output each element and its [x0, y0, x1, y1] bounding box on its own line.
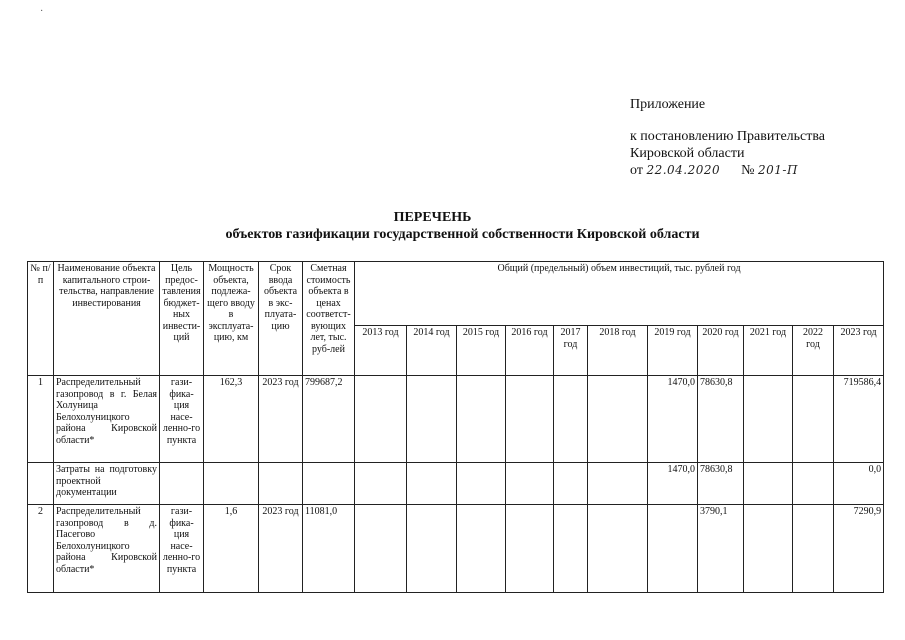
appendix-line-2: Кировской области: [630, 146, 745, 161]
year-cell: 2016 год: [506, 326, 554, 376]
table-row: [28, 505, 884, 593]
value-cell: [457, 463, 506, 505]
value-cell: [588, 463, 648, 505]
table-row: [28, 463, 884, 505]
value-cell: 1470,0: [648, 463, 698, 505]
value-cell: [407, 463, 457, 505]
value-cell: [744, 463, 793, 505]
year-cell: 2013 год: [355, 326, 407, 376]
document-subtitle: объектов газификации государственной собственности Кировской области: [225, 227, 700, 242]
value-cell: 78630,8: [698, 463, 744, 505]
value-cell: [793, 463, 834, 505]
appendix-line-1: к постановлению Правительства: [630, 129, 826, 144]
document-title: ПЕРЕЧЕНЬ: [393, 210, 472, 225]
year-cell: 2021 год: [744, 326, 793, 376]
row-cost: [303, 463, 355, 505]
row-purpose: гази-фика-ция насе-ленно-го пункта: [160, 505, 204, 593]
year-cell: 2020 год: [698, 326, 744, 376]
table-row: [28, 376, 884, 463]
year-cell: 2022 год: [793, 326, 834, 376]
value-cell: [588, 505, 648, 593]
value-cell: 78630,8: [698, 376, 744, 463]
appendix-title: Приложение: [630, 97, 706, 112]
row-name: Распределительный газопровод в д. Пасегово Белохолуницкого района Кировской области*: [54, 505, 160, 593]
row-term: 2023 год: [259, 376, 303, 463]
value-cell: 3790,1: [698, 505, 744, 593]
row-capacity: [204, 463, 259, 505]
value-cell: [407, 376, 457, 463]
year-cell: 2015 год: [457, 326, 506, 376]
value-cell: [648, 505, 698, 593]
row-term: 2023 год: [259, 505, 303, 593]
row-num: [28, 463, 54, 505]
header-row: [28, 262, 884, 326]
header-investment: Общий (предельный) объем инвестиций, тыс. рублей год: [355, 262, 884, 326]
appendix-block: [630, 96, 825, 179]
corner-mark: ·: [40, 6, 44, 17]
value-cell: [506, 463, 554, 505]
header-capacity: Мощность объекта, подлежа-щего вводу в эксплуата-цию, км: [204, 262, 259, 376]
header-num: № п/п: [28, 262, 54, 376]
row-purpose: [160, 463, 204, 505]
header-purpose: Цель предос-тавления бюджет-ных инвести-ций: [160, 262, 204, 376]
row-term: [259, 463, 303, 505]
row-cost: 799687,2: [303, 376, 355, 463]
row-name: Распределительный газопровод в г. Белая Холуница Белохолуницкого района Кировской области*: [54, 376, 160, 463]
value-cell: [554, 505, 588, 593]
value-cell: [506, 505, 554, 593]
value-cell: [793, 376, 834, 463]
row-cost: 11081,0: [303, 505, 355, 593]
value-cell: 7290,9: [834, 505, 884, 593]
value-cell: [355, 463, 407, 505]
value-cell: 0,0: [834, 463, 884, 505]
row-capacity: 1,6: [204, 505, 259, 593]
value-cell: [457, 505, 506, 593]
year-cell: 2019 год: [648, 326, 698, 376]
number-prefix: №: [741, 163, 755, 178]
year-cell: 2023 год: [834, 326, 884, 376]
appendix-date-line: [630, 162, 825, 179]
value-cell: [793, 505, 834, 593]
value-cell: [554, 376, 588, 463]
date-prefix: от: [630, 163, 643, 178]
row-purpose: гази-фика-ция насе-ленно-го пункта: [160, 376, 204, 463]
header-cost: Сметная стоимость объекта в ценах соответст-вующих лет, тыс. руб-лей: [303, 262, 355, 376]
value-cell: [457, 376, 506, 463]
header-name: Наименование объекта капитального строи-тельства, направление инвестирования: [54, 262, 160, 376]
objects-table: [27, 261, 884, 593]
year-cell: 2014 год: [407, 326, 457, 376]
value-cell: [744, 376, 793, 463]
value-cell: [407, 505, 457, 593]
value-cell: [744, 505, 793, 593]
year-cell: 2018 год: [588, 326, 648, 376]
value-cell: [355, 376, 407, 463]
year-cell: 2017 год: [554, 326, 588, 376]
handwritten-date: 22.04.2020: [646, 163, 721, 177]
row-capacity: 162,3: [204, 376, 259, 463]
value-cell: [588, 376, 648, 463]
value-cell: [355, 505, 407, 593]
value-cell: 1470,0: [648, 376, 698, 463]
row-num: 2: [28, 505, 54, 593]
value-cell: [506, 376, 554, 463]
row-num: 1: [28, 376, 54, 463]
header-term: Срок ввода объекта в экс-плуата-цию: [259, 262, 303, 376]
handwritten-number: 201-П: [758, 163, 798, 177]
row-name: Затраты на подготовку проектной документации: [54, 463, 160, 505]
value-cell: [554, 463, 588, 505]
value-cell: 719586,4: [834, 376, 884, 463]
